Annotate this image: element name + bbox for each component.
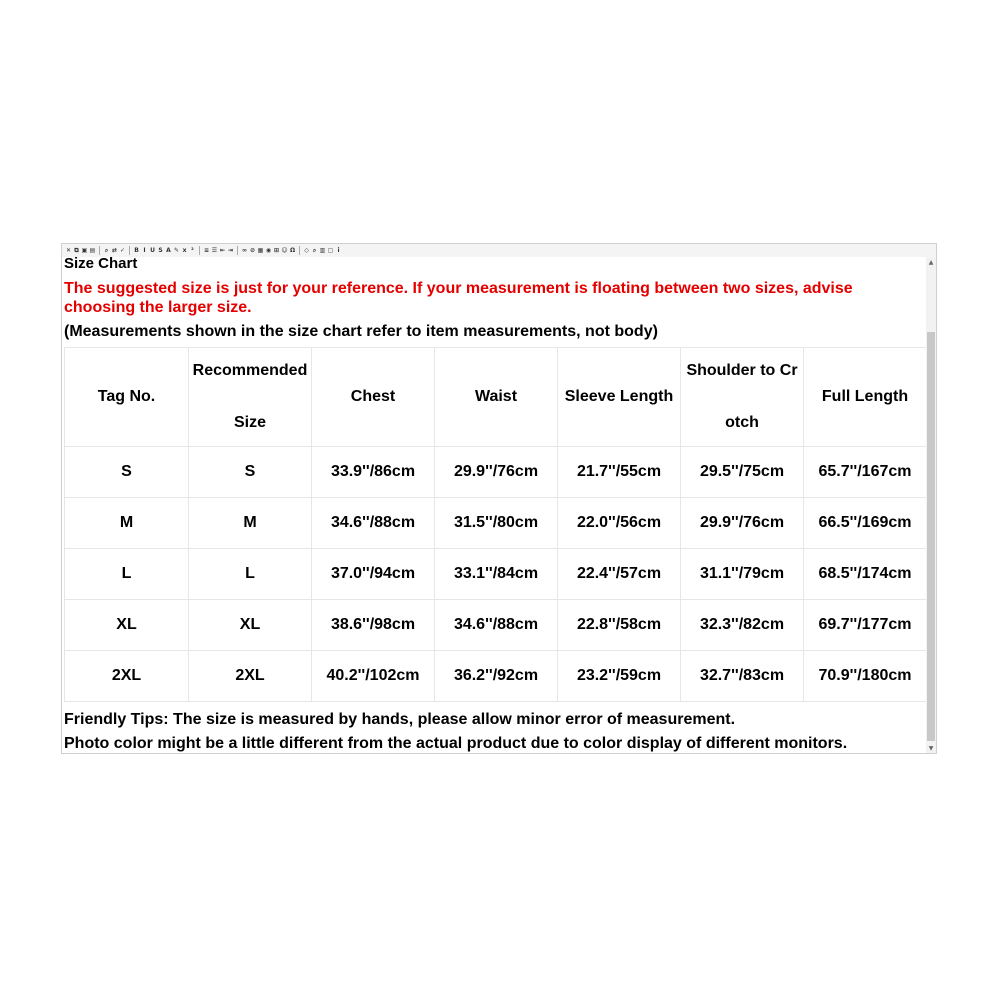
cell-shoulder-to-crotch: 31.1''/79cm [681,549,804,600]
header-full-length: Full Length [804,348,927,447]
find-icon[interactable]: ⌕ [104,246,109,254]
paste-text-icon[interactable]: ▤ [89,246,96,254]
copy-icon[interactable]: ⧉ [74,246,79,254]
font-color-icon[interactable]: A [166,246,171,254]
cell-sleeve-length: 23.2''/59cm [558,651,681,702]
toolbar-separator [99,246,100,255]
cell-recommended-size: L [189,549,312,600]
cell-waist: 29.9''/76cm [435,447,558,498]
toolbar-separator [129,246,130,255]
flash-icon[interactable]: ◉ [265,246,272,254]
scroll-up-icon[interactable]: ▲ [928,258,934,266]
cell-sleeve-length: 21.7''/55cm [558,447,681,498]
template-icon[interactable]: ▥ [319,246,326,254]
cell-recommended-size: XL [189,600,312,651]
cell-tag-no: S [65,447,189,498]
header-waist: Waist [435,348,558,447]
outdent-icon[interactable]: ⇤ [219,246,226,254]
cell-tag-no: XL [65,600,189,651]
superscript-icon[interactable]: ² [191,246,194,254]
strikethrough-icon[interactable]: S [158,246,163,254]
table-header-row [65,348,927,447]
cell-chest: 40.2''/102cm [312,651,435,702]
table-row [65,447,927,498]
cell-shoulder-to-crotch: 32.3''/82cm [681,600,804,651]
table-row [65,498,927,549]
cell-chest: 33.9''/86cm [312,447,435,498]
cell-chest: 37.0''/94cm [312,549,435,600]
cell-sleeve-length: 22.8''/58cm [558,600,681,651]
cell-tag-no: L [65,549,189,600]
spellcheck-icon[interactable]: ✓ [119,246,126,254]
ordered-list-icon[interactable]: ≡ [203,246,210,254]
rich-text-editor[interactable] [61,243,937,754]
size-chart-title: Size Chart [64,255,138,272]
image-icon[interactable]: ▦ [257,246,264,254]
cell-recommended-size: 2XL [189,651,312,702]
header-tag-no: Tag No. [65,348,189,447]
cell-recommended-size: S [189,447,312,498]
header-chest: Chest [312,348,435,447]
cell-full-length: 66.5''/169cm [804,498,927,549]
cell-full-length: 65.7''/167cm [804,447,927,498]
scroll-down-icon[interactable]: ▼ [928,744,934,752]
highlight-icon[interactable]: ✎ [173,246,180,254]
paste-icon[interactable]: ▣ [81,246,88,254]
unordered-list-icon[interactable]: ☰ [211,246,218,254]
toolbar-separator [199,246,200,255]
special-char-icon[interactable]: Ω [289,246,296,254]
toolbar-separator [299,246,300,255]
cell-waist: 36.2''/92cm [435,651,558,702]
table-row [65,600,927,651]
underline-icon[interactable]: U [150,246,155,254]
cell-shoulder-to-crotch: 29.9''/76cm [681,498,804,549]
bold-icon[interactable]: B [134,246,139,254]
link-icon[interactable]: ∞ [242,246,247,254]
header-shoulder-to-crotch: Shoulder to Cr otch [681,348,804,447]
cell-chest: 34.6''/88cm [312,498,435,549]
maximize-icon[interactable]: ▢ [327,246,334,254]
vertical-scrollbar[interactable] [926,257,936,753]
table-row [65,651,927,702]
cut-icon[interactable]: ✕ [65,246,72,254]
cell-sleeve-length: 22.0''/56cm [558,498,681,549]
italic-icon[interactable]: I [143,246,146,254]
table-row [65,549,927,600]
scrollbar-thumb[interactable] [927,332,935,741]
table-icon[interactable]: ⊞ [273,246,280,254]
measurement-note: (Measurements shown in the size chart refer to item measurements, not body) [64,323,658,340]
cell-tag-no: M [65,498,189,549]
friendly-tips [64,708,925,754]
smiley-icon[interactable]: ☺ [281,246,288,254]
cell-tag-no: 2XL [65,651,189,702]
toolbar-separator [237,246,238,255]
replace-icon[interactable]: ⇄ [111,246,118,254]
size-chart-table [64,347,927,702]
editor-content[interactable] [64,255,925,753]
about-icon[interactable]: i [337,246,340,254]
cell-waist: 34.6''/88cm [435,600,558,651]
cell-full-length: 70.9''/180cm [804,651,927,702]
cell-waist: 31.5''/80cm [435,498,558,549]
cell-waist: 33.1''/84cm [435,549,558,600]
header-recommended-size: Recommended Size [189,348,312,447]
cell-full-length: 69.7''/177cm [804,600,927,651]
cell-full-length: 68.5''/174cm [804,549,927,600]
tip-line: Photo color might be a little different from the actual product due to color display of different monitors. [64,735,848,752]
cell-shoulder-to-crotch: 32.7''/83cm [681,651,804,702]
preview-icon[interactable]: ⌕ [312,246,317,254]
tip-line: Friendly Tips: The size is measured by hands, please allow minor error of measurement. [64,711,736,728]
header-sleeve-length: Sleeve Length [558,348,681,447]
unlink-icon[interactable]: ⊘ [249,246,256,254]
source-icon[interactable]: ◇ [304,246,309,254]
cell-sleeve-length: 22.4''/57cm [558,549,681,600]
subscript-icon[interactable]: x [182,246,187,254]
cell-shoulder-to-crotch: 29.5''/75cm [681,447,804,498]
cell-recommended-size: M [189,498,312,549]
size-notice: The suggested size is just for your reference. If your measurement is floating between two sizes, advise choosing the larger size. [64,280,853,316]
cell-chest: 38.6''/98cm [312,600,435,651]
indent-icon[interactable]: ⇥ [227,246,234,254]
